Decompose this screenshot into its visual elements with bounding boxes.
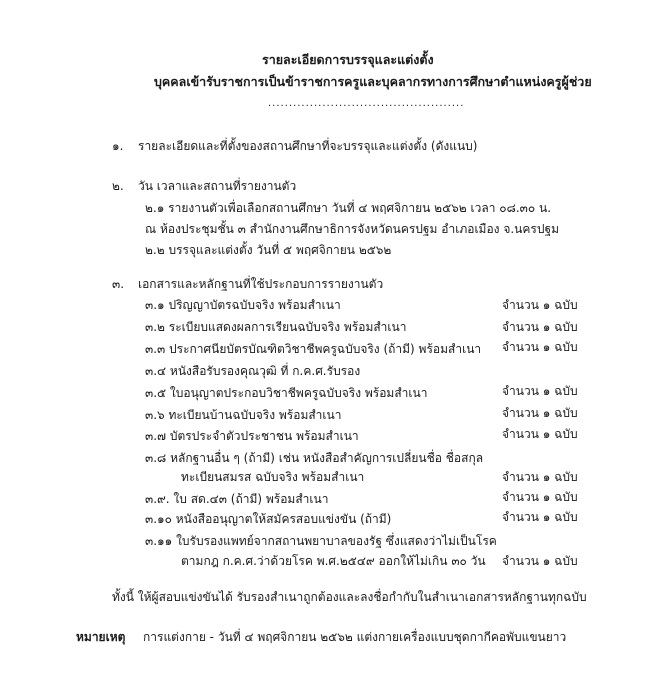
document-item: ๓.๙. ใบ สด.๔๓ (ถ้ามี) พร้อมสำเนา bbox=[145, 492, 329, 506]
section-2-heading: วัน เวลาและสถานที่รายงานตัว bbox=[138, 179, 297, 193]
item-quantity: จำนวน ๑ ฉบับ bbox=[502, 554, 578, 568]
note-text: การแต่งกาย - วันที่ ๔ พฤศจิกายน ๒๕๖๒ แต่งกายเครื่องแบบชุดกากีคอพับแขนยาว bbox=[143, 630, 567, 644]
document-item: ๓.๔ หนังสือรับรองคุณวุฒิ ที่ ก.ค.ศ.รับรอง bbox=[145, 364, 361, 378]
item-quantity: จำนวน ๑ ฉบับ bbox=[502, 470, 578, 484]
document-item: ๓.๗ บัตรประจำตัวประชาชน พร้อมสำเนา bbox=[145, 429, 359, 443]
section-3-number: ๓. bbox=[112, 277, 125, 291]
closing-statement: ทั้งนี้ ให้ผู้สอบแข่งขันได้ รับรองสำเนาถูกต้องและลงชื่อกำกับในสำเนาเอกสารหลักฐานทุกฉบับ bbox=[112, 590, 587, 604]
section-2-item-1-line-1: ๒.๑ รายงานตัวเพื่อเลือกสถานศึกษา วันที่ ๔ พฤศจิกายน ๒๕๖๒ เวลา ๐๘.๓๐ น. bbox=[145, 201, 552, 215]
document-item-continued: ตามกฎ ก.ค.ศ.ว่าด้วยโรค พ.ศ.๒๕๔๙ ออกให้ไม่เกิน ๓๐ วัน bbox=[181, 554, 486, 568]
section-2-number: ๒. bbox=[112, 179, 124, 193]
document-item: ๓.๕ ใบอนุญาตประกอบวิชาชีพครูฉบับจริง พร้อมสำเนา bbox=[145, 386, 428, 400]
title-separator: ............................................... bbox=[268, 98, 465, 109]
section-2-item-1-line-2: ณ ห้องประชุมชั้น ๓ สำนักงานศึกษาธิการจังหวัดนครปฐม อำเภอเมือง จ.นครปฐม bbox=[145, 222, 559, 236]
document-item: ๓.๓ ประกาศนียบัตรบัณฑิตวิชาชีพครูฉบับจริง (ถ้ามี) พร้อมสำเนา bbox=[145, 342, 482, 356]
document-item: ๓.๖ ทะเบียนบ้านฉบับจริง พร้อมสำเนา bbox=[145, 408, 342, 422]
document-item: ๓.๘ หลักฐานอื่น ๆ (ถ้ามี) เช่น หนังสือสำคัญการเปลี่ยนชื่อ ชื่อสกุล bbox=[145, 451, 484, 465]
item-quantity: จำนวน ๑ ฉบับ bbox=[502, 406, 578, 420]
document-item: ๓.๑๐ หนังสืออนุญาตให้สมัครสอบแข่งขัน (ถ้ามี) bbox=[145, 512, 392, 526]
item-quantity: จำนวน ๑ ฉบับ bbox=[502, 320, 578, 334]
document-item: ๓.๑ ปริญญาบัตรฉบับจริง พร้อมสำเนา bbox=[145, 298, 341, 312]
note-label: หมายเหตุ bbox=[76, 630, 126, 644]
document-title: รายละเอียดการบรรจุและแต่งตั้ง bbox=[262, 52, 434, 67]
item-quantity: จำนวน ๑ ฉบับ bbox=[502, 510, 578, 524]
section-1-text: รายละเอียดและที่ตั้งของสถานศึกษาที่จะบรรจุและแต่งตั้ง (ดังแนบ) bbox=[138, 139, 478, 153]
document-item-continued: ทะเบียนสมรส ฉบับจริง พร้อมสำเนา bbox=[181, 470, 365, 484]
section-2-item-2: ๒.๒ บรรจุและแต่งตั้ง วันที่ ๕ พฤศจิกายน ๒๕๖๒ bbox=[145, 243, 392, 257]
item-quantity: จำนวน ๑ ฉบับ bbox=[502, 340, 578, 354]
section-3-heading: เอกสารและหลักฐานที่ใช้ประกอบการรายงานตัว bbox=[138, 277, 384, 291]
item-quantity: จำนวน ๑ ฉบับ bbox=[502, 384, 578, 398]
document-item: ๓.๒ ระเบียบแสดงผลการเรียนฉบับจริง พร้อมสำเนา bbox=[145, 320, 407, 334]
item-quantity: จำนวน ๑ ฉบับ bbox=[502, 298, 578, 312]
document-subtitle: บุคคลเข้ารับราชการเป็นข้าราชการครูและบุคลากรทางการศึกษาตำแหน่งครูผู้ช่วย bbox=[154, 74, 592, 89]
item-quantity: จำนวน ๑ ฉบับ bbox=[502, 490, 578, 504]
section-1-number: ๑. bbox=[112, 139, 124, 153]
item-quantity: จำนวน ๑ ฉบับ bbox=[502, 427, 578, 441]
document-item: ๓.๑๑ ใบรับรองแพทย์จากสถานพยาบาลของรัฐ ซึ่งแสดงว่าไม่เป็นโรค bbox=[145, 534, 497, 548]
